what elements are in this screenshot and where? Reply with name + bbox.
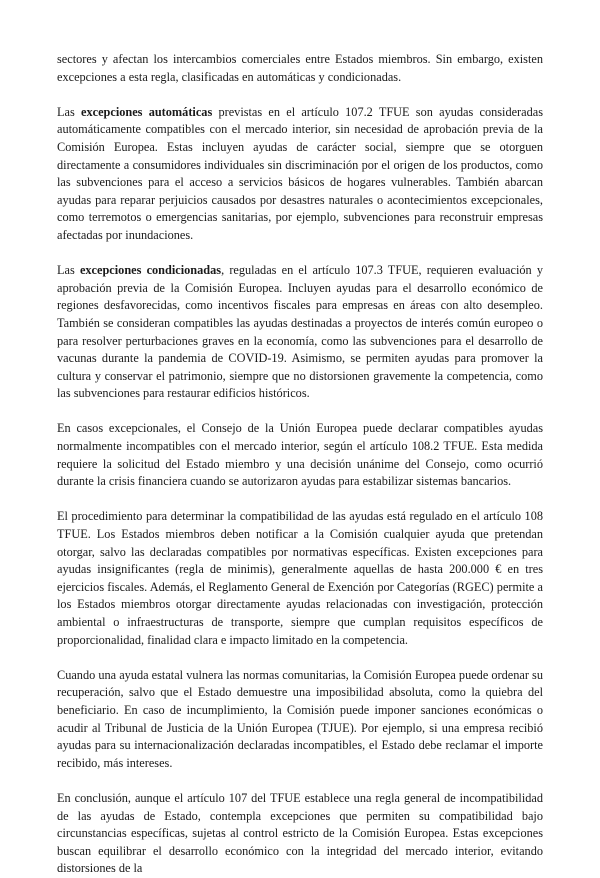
paragraph-text: En casos excepcionales, el Consejo de la Unión Europea puede declarar compatibles ayudas normalmente incompatibles con el mercado interior, según el artículo 108.2 TFUE. Esta medida requiere la solicitud del Estado miembro y una decisión unánime del Consejo, como ocurrió durante la crisis financiera cuando se autorizaron ayudas para estabilizar sistemas bancarios. [57, 421, 543, 489]
emphasis-term: excepciones condicionadas [79, 263, 222, 278]
paragraph-conditional-exceptions [57, 262, 543, 403]
paragraph-recovery [57, 667, 543, 773]
paragraph-lead: Las [57, 104, 81, 119]
paragraph-conclusion [57, 790, 543, 878]
paragraph-council-exceptions [57, 420, 543, 490]
paragraph-text: En conclusión, aunque el artículo 107 del TFUE establece una regla general de incompatibilidad de las ayudas de Estado, contempla excepciones que permiten su compatibilidad bajo circunstancias específicas, sujetas al control estricto de la Comisión Europea. Estas excepciones buscan equilibrar el desarrollo económico con la integridad del mercado interior, evitando distorsiones de la [57, 790, 543, 876]
paragraph-text: , reguladas en el artículo 107.3 TFUE, requieren evaluación y aprobación previa de la Comisión Europea. Incluyen ayudas para el desarrollo económico de regiones desfavorecidas, como incentivos fiscales para empresas en áreas con alto desempleo. También se consideran compatibles las ayudas destinadas a proyectos de interés común europeo o para resolver perturbaciones graves en la economía, como las subvenciones para el desarrollo de vacunas durante la pandemia de COVID-19. Asimismo, se permiten ayudas para promover la cultura y conservar el patrimonio, siempre que no distorsionen gravemente la competencia, como las subvenciones para restaurar edificios históricos. [57, 263, 543, 401]
document-page [57, 51, 543, 878]
paragraph-intro-continuation [57, 51, 543, 86]
paragraph-lead: Las [57, 263, 80, 278]
paragraph-text: sectores y afectan los intercambios comerciales entre Estados miembros. Sin embargo, existen excepciones a esta regla, clasificadas en automáticas y condicionadas. [57, 52, 543, 84]
paragraph-automatic-exceptions [57, 104, 543, 245]
paragraph-text: El procedimiento para determinar la compatibilidad de las ayudas está regulado en el artículo 108 TFUE. Los Estados miembros deben notificar a la Comisión cualquier ayuda que pretendan otorgar, salvo las declaradas compatibles por normativas específicas. Existen excepciones para ayudas insignificantes (regla de minimis), generalmente aquellas de hasta 200.000 € en tres ejercicios fiscales. Además, el Reglamento General de Exención por Categorías (RGEC) permite a los Estados miembros otorgar directamente ayudas relacionadas con investigación, protección ambiental o infraestructuras de transporte, siempre que cumplan requisitos específicos de proporcionalidad, finalidad clara e impacto limitado en la competencia. [57, 509, 543, 647]
emphasis-term: excepciones automáticas [81, 104, 213, 119]
paragraph-procedure [57, 508, 543, 649]
paragraph-text: Cuando una ayuda estatal vulnera las normas comunitarias, la Comisión Europea puede ordenar su recuperación, salvo que el Estado demuestre una imposibilidad absoluta, como la quiebra del beneficiario. En caso de incumplimiento, la Comisión puede imponer sanciones económicas o acudir al Tribunal de Justicia de la Unión Europea (TJUE). Por ejemplo, si una empresa recibió ayudas para su internacionalización declaradas incompatibles, el Estado debe reclamar el importe recibido, más intereses. [57, 667, 543, 770]
paragraph-text: previstas en el artículo 107.2 TFUE son ayudas consideradas automáticamente compatibles con el mercado interior, sin necesidad de aprobación previa de la Comisión Europea. Estas incluyen ayudas de carácter social, siempre que se otorguen directamente a consumidores individuales sin discriminación por el origen de los productos, como las subvenciones para el acceso a servicios básicos de hogares vulnerables. También abarcan ayudas para reparar perjuicios causados por desastres naturales o acontecimientos excepcionales, como terremotos o emergencias sanitarias, por ejemplo, subvenciones para reconstruir empresas afectadas por inundaciones. [57, 104, 543, 242]
